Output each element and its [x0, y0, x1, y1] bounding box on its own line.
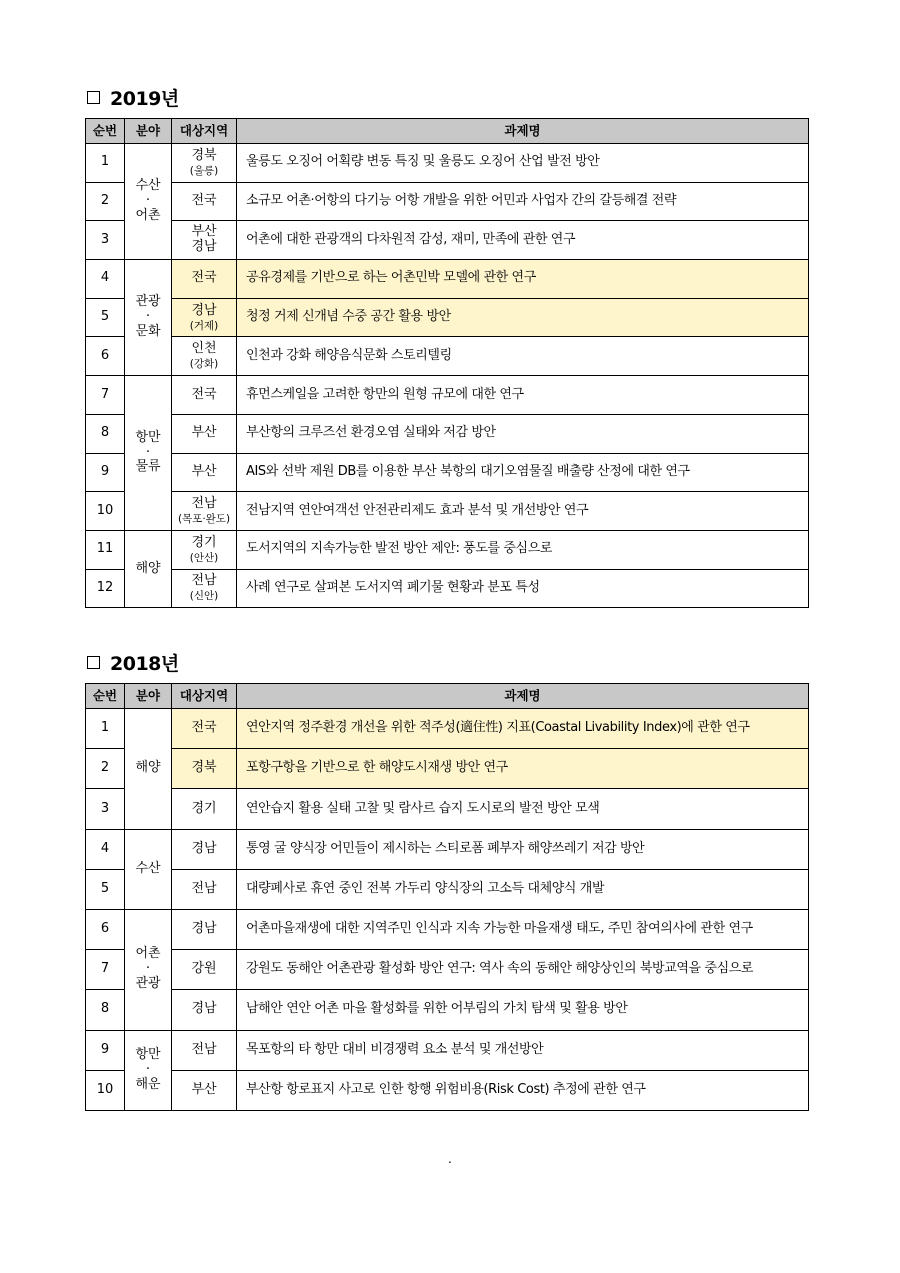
- header-no: 순번: [86, 119, 125, 144]
- project-title: 남해안 연안 어촌 마을 활성화를 위한 어부림의 가치 탐색 및 활용 방안: [237, 990, 809, 1030]
- project-table-2018: [85, 683, 809, 1111]
- row-number: 3: [86, 789, 125, 829]
- region-cell: [172, 414, 237, 453]
- region-label: 전남: [191, 880, 217, 896]
- region-cell: [172, 569, 237, 608]
- region-cell: [172, 869, 237, 909]
- table-row: [86, 337, 809, 376]
- region-cell: [172, 376, 237, 415]
- checkbox-square-icon: [87, 656, 100, 669]
- row-number: 4: [86, 829, 125, 869]
- field-label: ·: [145, 1061, 151, 1077]
- header-no: 순번: [86, 684, 125, 709]
- table-row: [86, 298, 809, 337]
- region-sub-label: (강화): [189, 358, 219, 371]
- field-label: 수산: [135, 860, 161, 876]
- row-number: 3: [86, 221, 125, 260]
- table-row: [86, 869, 809, 909]
- region-label: 부산: [191, 463, 217, 479]
- project-title: 청정 거제 신개념 수중 공간 활용 방안: [237, 298, 809, 337]
- region-label: 전국: [191, 270, 217, 286]
- table-row: [86, 990, 809, 1030]
- table-row: [86, 709, 809, 749]
- project-title: 목포항의 타 항만 대비 비경쟁력 요소 분석 및 개선방안: [237, 1030, 809, 1070]
- region-label: 강원: [191, 961, 217, 977]
- row-number: 8: [86, 990, 125, 1030]
- region-sub-label: (신안): [189, 590, 219, 603]
- project-title: 전남지역 연안여객선 안전관리제도 효과 분석 및 개선방안 연구: [237, 492, 809, 531]
- region-cell: [172, 260, 237, 299]
- field-label: 관광: [135, 294, 161, 310]
- row-number: 7: [86, 950, 125, 990]
- row-number: 8: [86, 414, 125, 453]
- checkbox-square-icon: [87, 91, 100, 104]
- project-title: 휴먼스케일을 고려한 항만의 원형 규모에 대한 연구: [237, 376, 809, 415]
- row-number: 9: [86, 453, 125, 492]
- header-field: 분야: [125, 684, 172, 709]
- region-cell: [172, 453, 237, 492]
- project-title: 포항구항을 기반으로 한 해양도시재생 방안 연구: [237, 749, 809, 789]
- region-cell: [172, 950, 237, 990]
- table-row: [86, 414, 809, 453]
- project-title: 공유경제를 기반으로 하는 어촌민박 모델에 관한 연구: [237, 260, 809, 299]
- region-cell: [172, 990, 237, 1030]
- row-number: 2: [86, 749, 125, 789]
- field-cell: [125, 829, 172, 909]
- table-row: [86, 909, 809, 949]
- table-row: [86, 182, 809, 221]
- project-title: 어촌에 대한 관광객의 다차원적 감성, 재미, 만족에 관한 연구: [237, 221, 809, 260]
- row-number: 2: [86, 182, 125, 221]
- table-row: [86, 569, 809, 608]
- table-row: [86, 492, 809, 531]
- field-cell: [125, 260, 172, 376]
- field-cell: [125, 1030, 172, 1110]
- region-cell: [172, 182, 237, 221]
- table-row: [86, 1030, 809, 1070]
- field-label: ·: [145, 444, 151, 460]
- region-label: 부산: [191, 1081, 217, 1097]
- project-title: 울릉도 오징어 어획량 변동 특징 및 울릉도 오징어 산업 발전 방안: [237, 144, 809, 183]
- region-cell: [172, 298, 237, 337]
- field-label: 수산: [135, 178, 161, 194]
- project-title: 도서지역의 지속가능한 발전 방안 제안: 풍도를 중심으로: [237, 530, 809, 569]
- region-label: 경북: [191, 147, 217, 163]
- field-label: 해양: [135, 560, 161, 576]
- region-label: 전남: [191, 573, 217, 589]
- project-title: 대량폐사로 휴연 중인 전복 가두리 양식장의 고소득 대체양식 개발: [237, 869, 809, 909]
- section-heading-2018: [87, 649, 179, 676]
- row-number: 4: [86, 260, 125, 299]
- region-label: 경기: [191, 800, 217, 816]
- table-row: [86, 376, 809, 415]
- field-label: ·: [145, 309, 151, 325]
- table-row: [86, 749, 809, 789]
- header-title: 과제명: [237, 684, 809, 709]
- region-sub-label: (안산): [189, 551, 219, 564]
- region-sub-label: 경남: [191, 239, 217, 255]
- header-field: 분야: [125, 119, 172, 144]
- field-cell: [125, 376, 172, 531]
- project-title: AIS와 선박 제원 DB를 이용한 부산 북항의 대기오염물질 배출량 산정에 대한 연구: [237, 453, 809, 492]
- row-number: 6: [86, 909, 125, 949]
- project-title: 어촌마을재생에 대한 지역주민 인식과 지속 가능한 마을재생 태도, 주민 참여의사에 관한 연구: [237, 909, 809, 949]
- region-cell: [172, 1070, 237, 1110]
- project-title: 부산항의 크루즈선 환경오염 실태와 저감 방안: [237, 414, 809, 453]
- row-number: 1: [86, 144, 125, 183]
- field-label: ·: [145, 961, 151, 977]
- table-row: [86, 950, 809, 990]
- region-cell: [172, 492, 237, 531]
- region-label: 경기: [191, 534, 217, 550]
- region-cell: [172, 530, 237, 569]
- region-cell: [172, 909, 237, 949]
- row-number: 6: [86, 337, 125, 376]
- project-table-2019: [85, 118, 809, 608]
- region-label: 인천: [191, 341, 217, 357]
- row-number: 7: [86, 376, 125, 415]
- field-label: 관광: [135, 976, 161, 992]
- region-label: 부산: [191, 224, 217, 240]
- project-title: 사례 연구로 살펴본 도서지역 폐기물 현황과 분포 특성: [237, 569, 809, 608]
- row-number: 5: [86, 298, 125, 337]
- project-title: 강원도 동해안 어촌관광 활성화 방안 연구: 역사 속의 동해안 해양상인의 북방교역을 중심으로: [237, 950, 809, 990]
- field-label: 항만: [135, 1046, 161, 1062]
- project-title: 연안습지 활용 실태 고찰 및 람사르 습지 도시로의 발전 방안 모색: [237, 789, 809, 829]
- table-row: [86, 453, 809, 492]
- region-label: 전국: [191, 720, 217, 736]
- region-label: 전남: [191, 1041, 217, 1057]
- field-label: 어촌: [135, 208, 161, 223]
- header-title: 과제명: [237, 119, 809, 144]
- field-label: 항만: [135, 429, 161, 445]
- field-cell: [125, 144, 172, 260]
- project-title: 연안지역 정주환경 개선을 위한 적주성(適住性) 지표(Coastal Livability Index)에 관한 연구: [237, 709, 809, 749]
- region-label: 전국: [191, 386, 217, 402]
- project-title: 부산항 항로표지 사고로 인한 항행 위험비용(Risk Cost) 추정에 관한 연구: [237, 1070, 809, 1110]
- region-sub-label: (거제): [189, 319, 219, 332]
- region-label: 경북: [191, 760, 217, 776]
- project-title: 소규모 어촌·어항의 다기능 어항 개발을 위한 어민과 사업자 간의 갈등해결 전략: [237, 182, 809, 221]
- footer-mark: .: [448, 1152, 452, 1166]
- table-header-row: [86, 684, 809, 709]
- region-cell: [172, 829, 237, 869]
- section-heading-text: 2019년: [110, 88, 179, 110]
- header-region: 대상지역: [172, 684, 237, 709]
- region-cell: [172, 749, 237, 789]
- region-label: 경남: [191, 840, 217, 856]
- region-cell: [172, 337, 237, 376]
- table-row: [86, 789, 809, 829]
- field-label: 어촌: [135, 946, 161, 962]
- header-region: 대상지역: [172, 119, 237, 144]
- region-cell: [172, 1030, 237, 1070]
- region-cell: [172, 221, 237, 260]
- row-number: 12: [86, 569, 125, 608]
- region-cell: [172, 144, 237, 183]
- section-heading-text: 2018년: [110, 653, 179, 675]
- region-label: 경남: [191, 302, 217, 318]
- row-number: 9: [86, 1030, 125, 1070]
- region-label: 전국: [191, 193, 217, 209]
- region-cell: [172, 789, 237, 829]
- region-cell: [172, 709, 237, 749]
- project-title: 통영 굴 양식장 어민들이 제시하는 스티로폼 폐부자 해양쓰레기 저감 방안: [237, 829, 809, 869]
- field-cell: [125, 530, 172, 607]
- table-header-row: [86, 119, 809, 144]
- field-cell: [125, 709, 172, 830]
- row-number: 1: [86, 709, 125, 749]
- field-cell: [125, 909, 172, 1030]
- table-row: [86, 221, 809, 260]
- table-row: [86, 829, 809, 869]
- table-row: [86, 530, 809, 569]
- field-label: 해양: [135, 760, 161, 776]
- region-label: 부산: [191, 425, 217, 441]
- region-sub-label: (목포·완도): [177, 512, 231, 525]
- table-row: [86, 260, 809, 299]
- section-heading-2019: [87, 84, 179, 111]
- field-label: 물류: [135, 459, 161, 475]
- row-number: 11: [86, 530, 125, 569]
- region-label: 전남: [191, 496, 217, 512]
- table-row: [86, 144, 809, 183]
- region-label: 경남: [191, 1001, 217, 1017]
- row-number: 10: [86, 1070, 125, 1110]
- field-label: 문화: [135, 324, 161, 340]
- table-row: [86, 1070, 809, 1110]
- row-number: 10: [86, 492, 125, 531]
- region-sub-label: (울릉): [189, 164, 219, 177]
- project-title: 인천과 강화 해양음식문화 스토리텔링: [237, 337, 809, 376]
- field-label: ·: [145, 193, 151, 209]
- region-label: 경남: [191, 921, 217, 937]
- row-number: 5: [86, 869, 125, 909]
- field-label: 해운: [135, 1076, 161, 1092]
